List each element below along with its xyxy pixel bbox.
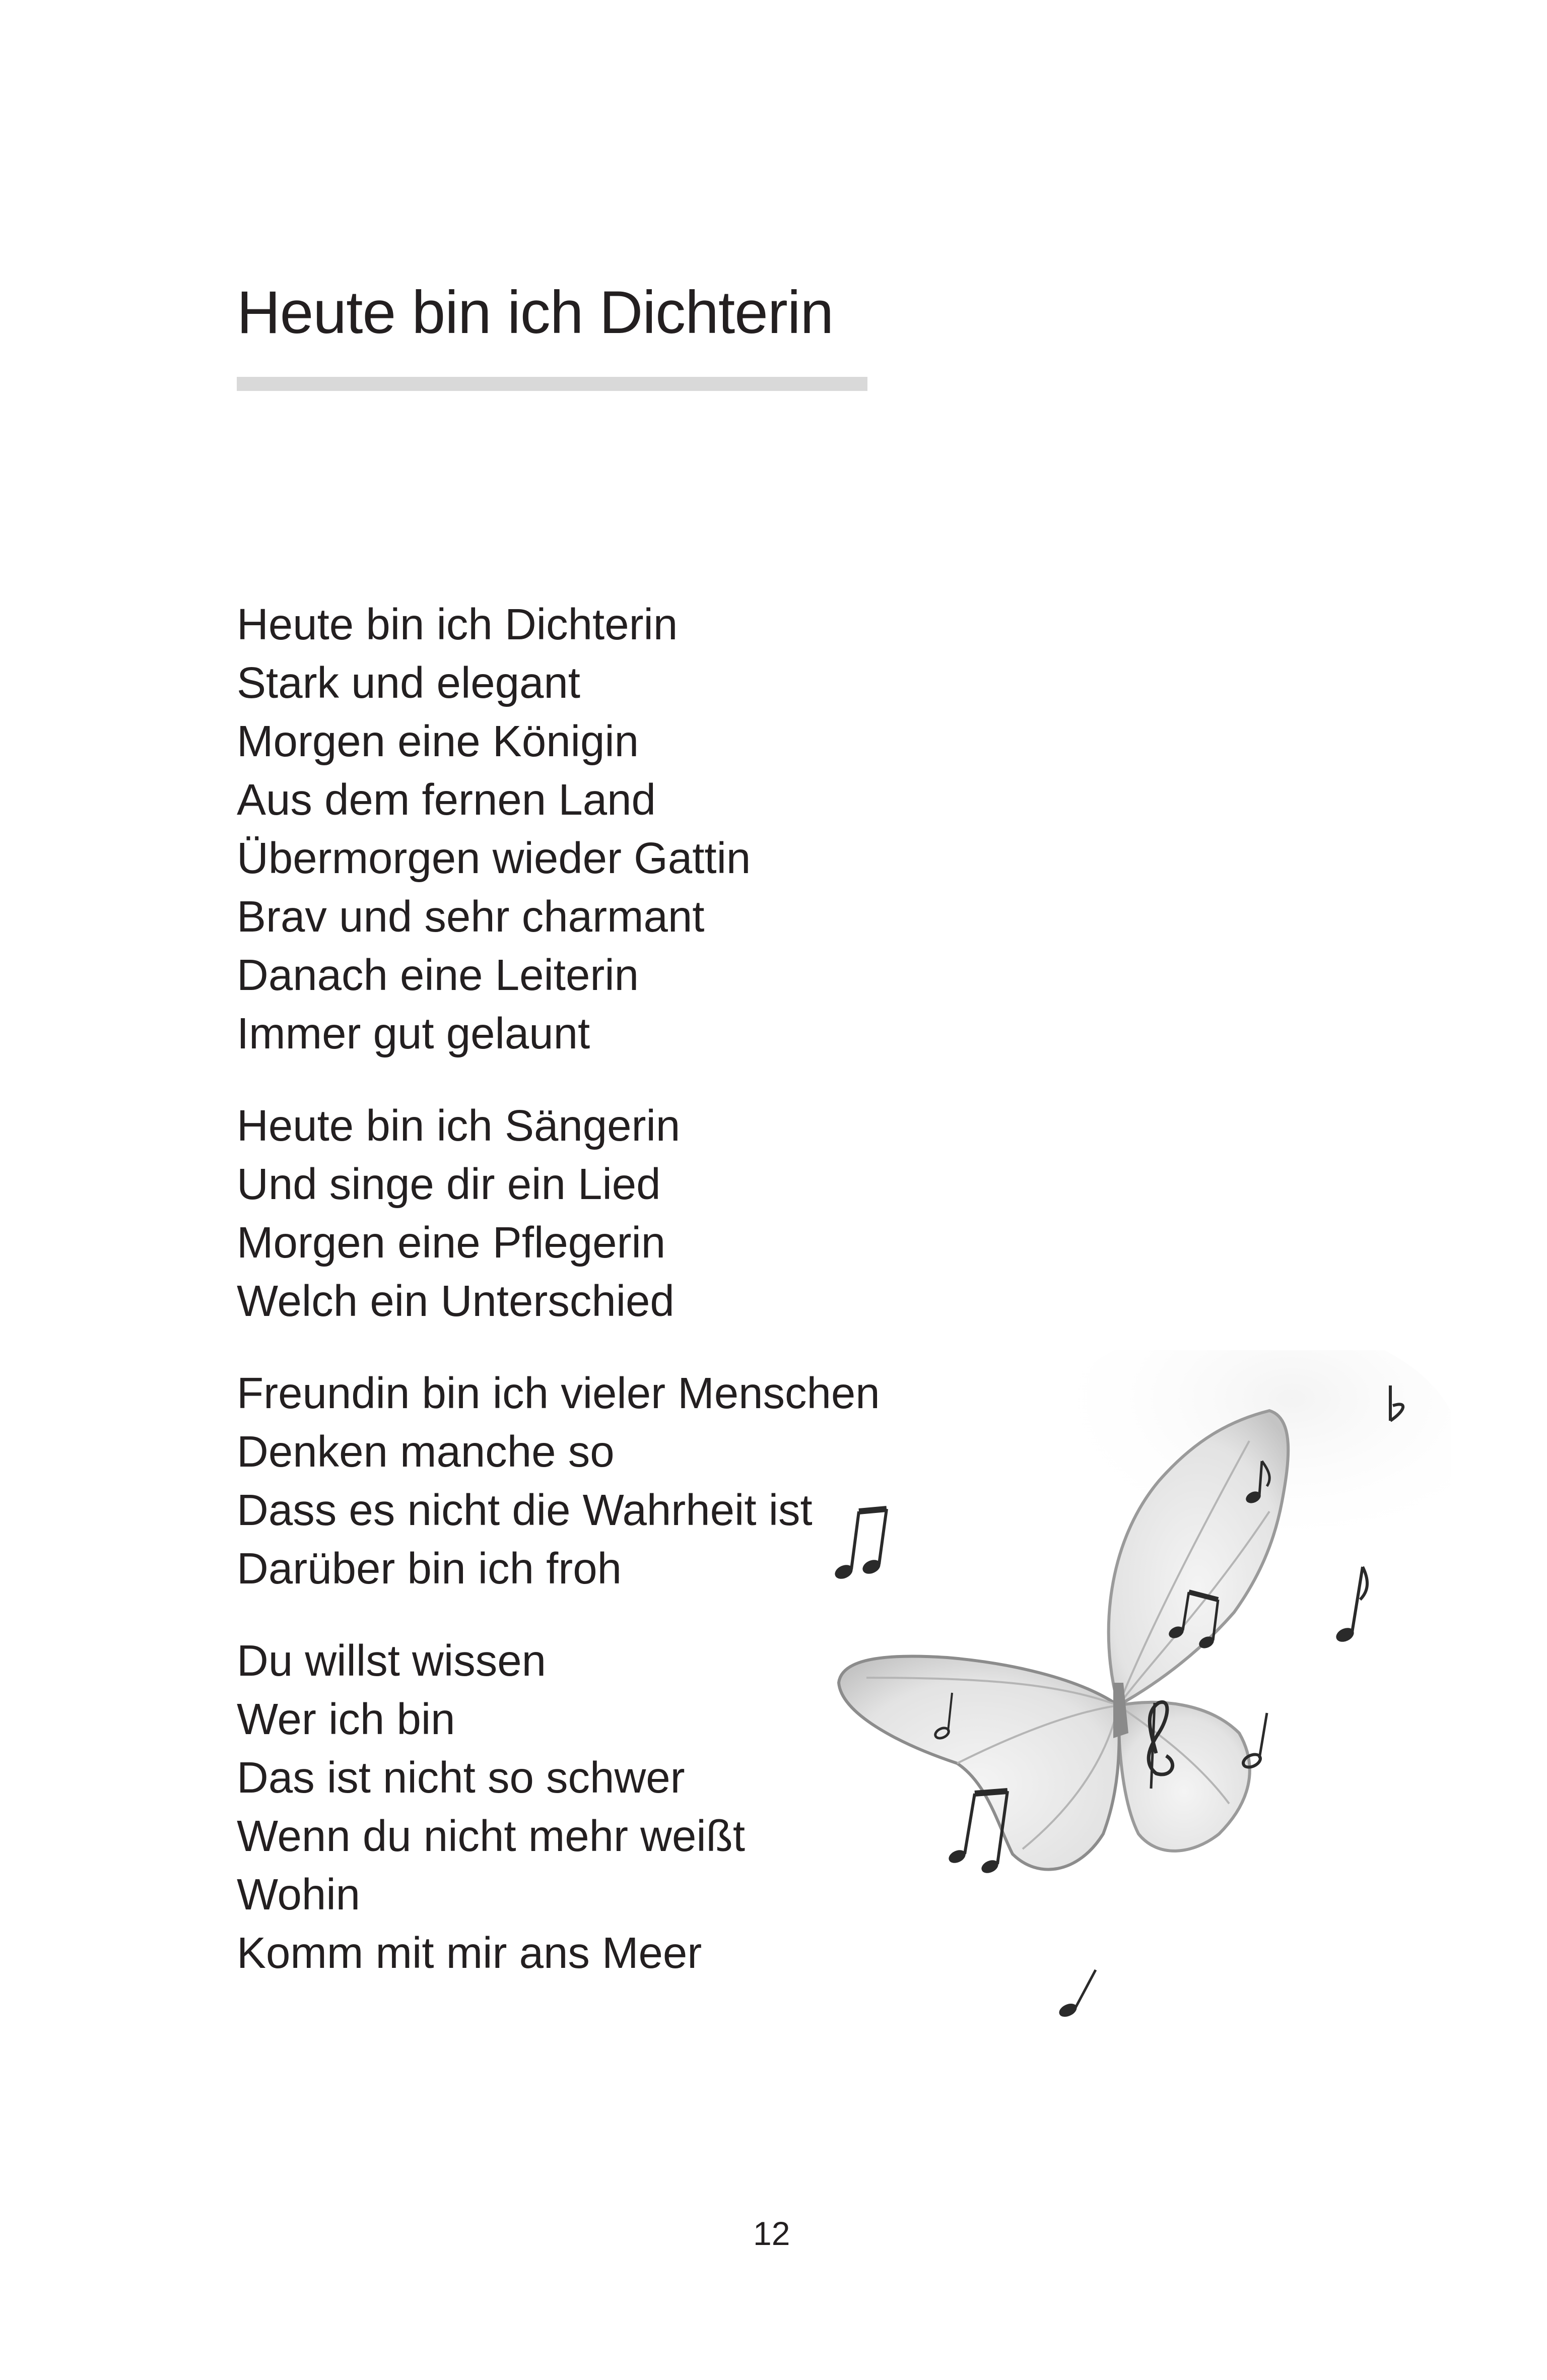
poem-line: Freundin bin ich vieler Menschen — [237, 1369, 880, 1418]
poem-line: Welch ein Unterschied — [237, 1277, 675, 1326]
half-note-icon — [1241, 1713, 1267, 1770]
poem-line: Heute bin ich Dichterin — [237, 600, 678, 649]
stanza-2 — [237, 1097, 992, 1331]
title-underline-bar — [237, 377, 867, 391]
poem-line: Darüber bin ich froh — [237, 1544, 622, 1593]
poem-line: Brav und sehr charmant — [237, 892, 705, 941]
quarter-note-icon — [1057, 1970, 1096, 2019]
poem-line: Und singe dir ein Lied — [237, 1160, 661, 1209]
poem-line: Immer gut gelaunt — [237, 1009, 590, 1058]
poem-line: Wenn du nicht mehr weißt — [237, 1812, 745, 1861]
poem-line: Morgen eine Königin — [237, 717, 639, 766]
butterfly-left-wing — [839, 1656, 1119, 1869]
beamed-eighth-notes-icon — [833, 1509, 887, 1581]
poem-line: Dass es nicht die Wahrheit ist — [237, 1486, 813, 1535]
poem-line: Du willst wissen — [237, 1636, 546, 1685]
poem-line: Übermorgen wieder Gattin — [237, 834, 751, 883]
page-number: 12 — [753, 2215, 790, 2252]
poem-line: Aus dem fernen Land — [237, 775, 656, 824]
poem-line: Das ist nicht so schwer — [237, 1753, 685, 1802]
stanza-1 — [237, 596, 992, 1063]
butterfly-lower-right-wing — [1118, 1702, 1250, 1851]
poem-line: Morgen eine Pflegerin — [237, 1218, 666, 1267]
poem-line: Komm mit mir ans Meer — [237, 1929, 702, 1977]
poem-line: Danach eine Leiterin — [237, 951, 639, 1000]
poem-title: Heute bin ich Dichterin — [237, 279, 834, 346]
poem-line: Wohin — [237, 1870, 361, 1919]
poem-line: Heute bin ich Sängerin — [237, 1101, 681, 1150]
poem-line: Denken manche so — [237, 1427, 615, 1476]
butterfly-illustration — [796, 1350, 1451, 2156]
poem-line: Stark und elegant — [237, 658, 580, 707]
eighth-note-icon — [1334, 1567, 1367, 1644]
poem-line: Wer ich bin — [237, 1695, 455, 1744]
